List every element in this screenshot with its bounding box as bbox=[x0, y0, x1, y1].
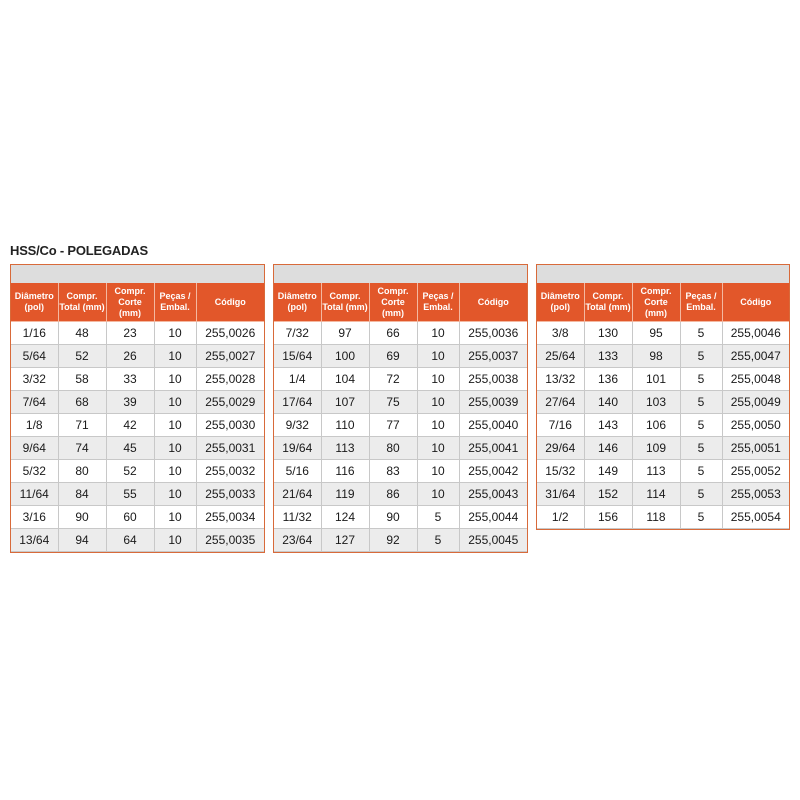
cell-cut-length: 118 bbox=[632, 506, 680, 529]
cell-diameter: 9/32 bbox=[274, 414, 321, 437]
cell-total-length: 127 bbox=[321, 529, 369, 552]
cell-diameter: 5/32 bbox=[11, 460, 58, 483]
cell-diameter: 15/64 bbox=[274, 345, 321, 368]
cell-diameter: 11/32 bbox=[274, 506, 321, 529]
table-row bbox=[537, 322, 789, 345]
table-row bbox=[274, 391, 527, 414]
table-row bbox=[11, 529, 264, 552]
header-diameter: Diâmetro (pol) bbox=[11, 283, 58, 322]
cell-diameter: 5/64 bbox=[11, 345, 58, 368]
cell-cut-length: 106 bbox=[632, 414, 680, 437]
cell-diameter: 3/16 bbox=[11, 506, 58, 529]
cell-pieces: 10 bbox=[154, 460, 196, 483]
cell-diameter: 7/32 bbox=[274, 322, 321, 345]
cell-cut-length: 52 bbox=[106, 460, 154, 483]
cell-code: 255,0032 bbox=[196, 460, 264, 483]
cell-code: 255,0049 bbox=[722, 391, 789, 414]
cell-code: 255,0038 bbox=[459, 368, 527, 391]
cell-cut-length: 75 bbox=[369, 391, 417, 414]
cell-total-length: 146 bbox=[584, 437, 632, 460]
cell-cut-length: 72 bbox=[369, 368, 417, 391]
cell-total-length: 110 bbox=[321, 414, 369, 437]
cell-pieces: 10 bbox=[154, 506, 196, 529]
cell-diameter: 19/64 bbox=[274, 437, 321, 460]
cell-pieces: 10 bbox=[417, 414, 459, 437]
cell-total-length: 71 bbox=[58, 414, 106, 437]
page-title: HSS/Co - POLEGADAS bbox=[10, 243, 148, 258]
cell-total-length: 80 bbox=[58, 460, 106, 483]
cell-total-length: 100 bbox=[321, 345, 369, 368]
cell-total-length: 84 bbox=[58, 483, 106, 506]
cell-diameter: 27/64 bbox=[537, 391, 584, 414]
cell-total-length: 58 bbox=[58, 368, 106, 391]
table-row bbox=[537, 414, 789, 437]
table-row bbox=[537, 506, 789, 529]
table-row bbox=[11, 437, 264, 460]
table-row bbox=[274, 414, 527, 437]
cell-diameter: 3/8 bbox=[537, 322, 584, 345]
table-row bbox=[274, 368, 527, 391]
cell-diameter: 29/64 bbox=[537, 437, 584, 460]
cell-cut-length: 113 bbox=[632, 460, 680, 483]
cell-pieces: 5 bbox=[680, 368, 722, 391]
cell-total-length: 140 bbox=[584, 391, 632, 414]
cell-total-length: 94 bbox=[58, 529, 106, 552]
cell-pieces: 5 bbox=[680, 414, 722, 437]
cell-pieces: 10 bbox=[417, 345, 459, 368]
table-row bbox=[11, 345, 264, 368]
cell-total-length: 133 bbox=[584, 345, 632, 368]
table-row bbox=[274, 506, 527, 529]
cell-cut-length: 33 bbox=[106, 368, 154, 391]
cell-total-length: 149 bbox=[584, 460, 632, 483]
cell-diameter: 7/64 bbox=[11, 391, 58, 414]
drill-table-2 bbox=[273, 264, 528, 553]
cell-code: 255,0037 bbox=[459, 345, 527, 368]
header-pieces-per-pack: Peças / Embal. bbox=[154, 283, 196, 322]
cell-pieces: 10 bbox=[154, 345, 196, 368]
cell-cut-length: 23 bbox=[106, 322, 154, 345]
header-total-length: Compr. Total (mm) bbox=[321, 283, 369, 322]
cell-code: 255,0027 bbox=[196, 345, 264, 368]
cell-code: 255,0041 bbox=[459, 437, 527, 460]
header-diameter: Diâmetro (pol) bbox=[274, 283, 321, 322]
cell-code: 255,0052 bbox=[722, 460, 789, 483]
cell-pieces: 10 bbox=[154, 414, 196, 437]
cell-cut-length: 60 bbox=[106, 506, 154, 529]
table-top-bar bbox=[274, 265, 527, 283]
header-code: Código bbox=[196, 283, 264, 322]
cell-cut-length: 83 bbox=[369, 460, 417, 483]
cell-pieces: 10 bbox=[154, 368, 196, 391]
cell-total-length: 97 bbox=[321, 322, 369, 345]
cell-pieces: 5 bbox=[680, 437, 722, 460]
table-row bbox=[274, 529, 527, 552]
cell-cut-length: 86 bbox=[369, 483, 417, 506]
cell-pieces: 10 bbox=[417, 368, 459, 391]
cell-cut-length: 42 bbox=[106, 414, 154, 437]
cell-total-length: 124 bbox=[321, 506, 369, 529]
cell-pieces: 10 bbox=[417, 437, 459, 460]
cell-pieces: 10 bbox=[154, 437, 196, 460]
table-row bbox=[11, 414, 264, 437]
table-row bbox=[537, 483, 789, 506]
cell-cut-length: 80 bbox=[369, 437, 417, 460]
cell-cut-length: 39 bbox=[106, 391, 154, 414]
table-top-bar bbox=[537, 265, 789, 283]
cell-cut-length: 103 bbox=[632, 391, 680, 414]
cell-diameter: 13/32 bbox=[537, 368, 584, 391]
cell-code: 255,0048 bbox=[722, 368, 789, 391]
cell-cut-length: 77 bbox=[369, 414, 417, 437]
table-row bbox=[537, 437, 789, 460]
cell-code: 255,0036 bbox=[459, 322, 527, 345]
cell-diameter: 17/64 bbox=[274, 391, 321, 414]
drill-table-1 bbox=[10, 264, 265, 553]
cell-cut-length: 114 bbox=[632, 483, 680, 506]
cell-code: 255,0039 bbox=[459, 391, 527, 414]
cell-pieces: 10 bbox=[154, 322, 196, 345]
cell-code: 255,0042 bbox=[459, 460, 527, 483]
cell-code: 255,0026 bbox=[196, 322, 264, 345]
cell-diameter: 1/4 bbox=[274, 368, 321, 391]
cell-code: 255,0028 bbox=[196, 368, 264, 391]
cell-cut-length: 64 bbox=[106, 529, 154, 552]
cell-code: 255,0053 bbox=[722, 483, 789, 506]
cell-cut-length: 109 bbox=[632, 437, 680, 460]
cell-total-length: 119 bbox=[321, 483, 369, 506]
cell-code: 255,0035 bbox=[196, 529, 264, 552]
cell-total-length: 74 bbox=[58, 437, 106, 460]
cell-cut-length: 55 bbox=[106, 483, 154, 506]
table-row bbox=[11, 322, 264, 345]
cell-diameter: 1/16 bbox=[11, 322, 58, 345]
cell-diameter: 7/16 bbox=[537, 414, 584, 437]
cell-code: 255,0054 bbox=[722, 506, 789, 529]
cell-code: 255,0034 bbox=[196, 506, 264, 529]
cell-diameter: 1/8 bbox=[11, 414, 58, 437]
header-total-length: Compr. Total (mm) bbox=[584, 283, 632, 322]
table-row bbox=[537, 345, 789, 368]
cell-code: 255,0045 bbox=[459, 529, 527, 552]
cell-total-length: 52 bbox=[58, 345, 106, 368]
header-total-length: Compr. Total (mm) bbox=[58, 283, 106, 322]
table-row bbox=[11, 460, 264, 483]
cell-code: 255,0033 bbox=[196, 483, 264, 506]
table-row bbox=[11, 391, 264, 414]
header-cut-length: Compr. Corte (mm) bbox=[369, 283, 417, 322]
header-code: Código bbox=[722, 283, 789, 322]
cell-cut-length: 69 bbox=[369, 345, 417, 368]
cell-total-length: 136 bbox=[584, 368, 632, 391]
cell-cut-length: 66 bbox=[369, 322, 417, 345]
cell-code: 255,0046 bbox=[722, 322, 789, 345]
cell-pieces: 5 bbox=[680, 345, 722, 368]
table-row bbox=[11, 506, 264, 529]
cell-pieces: 5 bbox=[680, 506, 722, 529]
header-cut-length: Compr. Corte (mm) bbox=[632, 283, 680, 322]
cell-pieces: 5 bbox=[417, 529, 459, 552]
table-row bbox=[274, 322, 527, 345]
cell-total-length: 113 bbox=[321, 437, 369, 460]
cell-total-length: 48 bbox=[58, 322, 106, 345]
cell-code: 255,0030 bbox=[196, 414, 264, 437]
cell-diameter: 3/32 bbox=[11, 368, 58, 391]
cell-code: 255,0050 bbox=[722, 414, 789, 437]
cell-code: 255,0044 bbox=[459, 506, 527, 529]
table-row bbox=[537, 391, 789, 414]
header-diameter: Diâmetro (pol) bbox=[537, 283, 584, 322]
cell-diameter: 25/64 bbox=[537, 345, 584, 368]
header-pieces-per-pack: Peças / Embal. bbox=[417, 283, 459, 322]
table-row bbox=[537, 368, 789, 391]
cell-pieces: 10 bbox=[154, 483, 196, 506]
cell-pieces: 10 bbox=[417, 322, 459, 345]
cell-diameter: 31/64 bbox=[537, 483, 584, 506]
cell-total-length: 116 bbox=[321, 460, 369, 483]
cell-cut-length: 95 bbox=[632, 322, 680, 345]
cell-cut-length: 101 bbox=[632, 368, 680, 391]
cell-diameter: 13/64 bbox=[11, 529, 58, 552]
table-row bbox=[537, 460, 789, 483]
cell-total-length: 152 bbox=[584, 483, 632, 506]
cell-diameter: 11/64 bbox=[11, 483, 58, 506]
cell-code: 255,0031 bbox=[196, 437, 264, 460]
cell-code: 255,0029 bbox=[196, 391, 264, 414]
table-top-bar bbox=[11, 265, 264, 283]
cell-cut-length: 90 bbox=[369, 506, 417, 529]
cell-cut-length: 45 bbox=[106, 437, 154, 460]
table-row bbox=[274, 460, 527, 483]
cell-diameter: 21/64 bbox=[274, 483, 321, 506]
cell-cut-length: 98 bbox=[632, 345, 680, 368]
cell-code: 255,0043 bbox=[459, 483, 527, 506]
cell-diameter: 23/64 bbox=[274, 529, 321, 552]
table-row bbox=[274, 437, 527, 460]
table-row bbox=[11, 483, 264, 506]
cell-code: 255,0047 bbox=[722, 345, 789, 368]
cell-cut-length: 26 bbox=[106, 345, 154, 368]
cell-diameter: 15/32 bbox=[537, 460, 584, 483]
cell-total-length: 107 bbox=[321, 391, 369, 414]
cell-code: 255,0040 bbox=[459, 414, 527, 437]
cell-total-length: 156 bbox=[584, 506, 632, 529]
cell-cut-length: 92 bbox=[369, 529, 417, 552]
header-cut-length: Compr. Corte (mm) bbox=[106, 283, 154, 322]
cell-pieces: 5 bbox=[417, 506, 459, 529]
cell-pieces: 10 bbox=[154, 529, 196, 552]
cell-pieces: 5 bbox=[680, 391, 722, 414]
drill-table-3 bbox=[536, 264, 790, 530]
cell-pieces: 10 bbox=[417, 391, 459, 414]
cell-diameter: 1/2 bbox=[537, 506, 584, 529]
cell-total-length: 90 bbox=[58, 506, 106, 529]
cell-diameter: 5/16 bbox=[274, 460, 321, 483]
cell-code: 255,0051 bbox=[722, 437, 789, 460]
cell-pieces: 10 bbox=[417, 483, 459, 506]
header-code: Código bbox=[459, 283, 527, 322]
header-pieces-per-pack: Peças / Embal. bbox=[680, 283, 722, 322]
cell-pieces: 5 bbox=[680, 460, 722, 483]
cell-pieces: 10 bbox=[417, 460, 459, 483]
cell-total-length: 143 bbox=[584, 414, 632, 437]
table-row bbox=[274, 483, 527, 506]
cell-total-length: 130 bbox=[584, 322, 632, 345]
cell-pieces: 5 bbox=[680, 483, 722, 506]
cell-pieces: 10 bbox=[154, 391, 196, 414]
cell-total-length: 68 bbox=[58, 391, 106, 414]
table-row bbox=[274, 345, 527, 368]
cell-pieces: 5 bbox=[680, 322, 722, 345]
cell-diameter: 9/64 bbox=[11, 437, 58, 460]
table-row bbox=[11, 368, 264, 391]
cell-total-length: 104 bbox=[321, 368, 369, 391]
